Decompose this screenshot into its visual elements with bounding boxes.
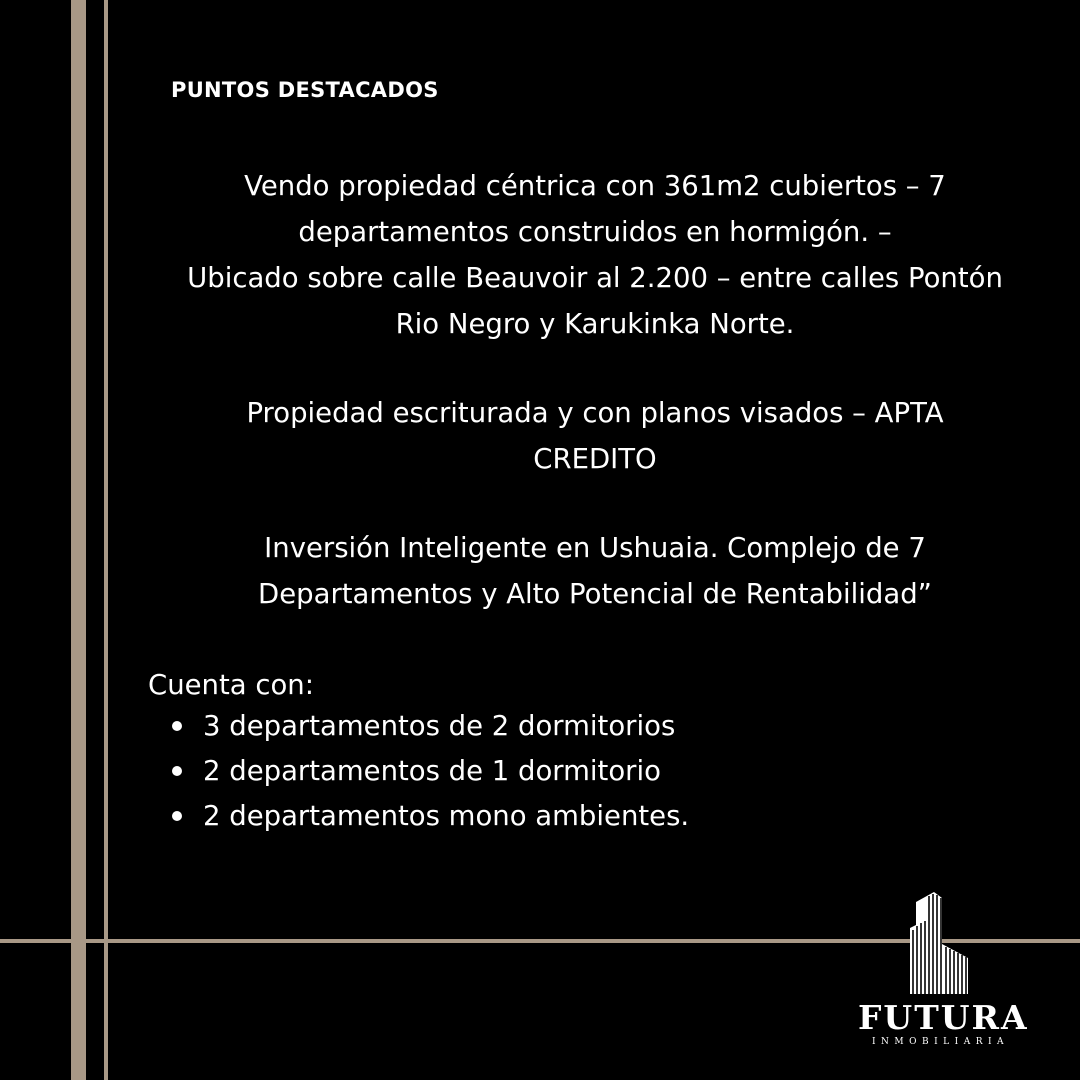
feature-text: 2 departamentos de 1 dormitorio [203,755,661,787]
legal-paragraph [140,390,1050,482]
feature-item [170,704,689,749]
brand-name: FUTURA [858,998,1029,1037]
description-line: Vendo propiedad céntrica con 361m2 cubiertos – 7 [244,170,946,202]
section-heading: PUNTOS DESTACADOS [171,78,439,102]
description-line: Ubicado sobre calle Beauvoir al 2.200 – entre calles Pontón [187,262,1003,294]
pitch-paragraph [140,525,1050,617]
decorative-vertical-bar-thick [71,0,86,1080]
legal-line: Propiedad escriturada y con planos visados – APTA [246,397,944,429]
brand-subtitle: INMOBILIARIA [871,1037,1010,1047]
brand-logo [858,888,1029,1058]
feature-text: 3 departamentos de 2 dormitorios [203,710,676,742]
decorative-vertical-bar-thin [104,0,108,1080]
legal-line: CREDITO [533,443,657,475]
features-intro: Cuenta con: [148,669,314,701]
pitch-line: Departamentos y Alto Potencial de Rentabilidad” [258,578,932,610]
feature-item [170,749,689,794]
feature-item [170,794,689,839]
bullet-icon [172,766,182,776]
description-paragraph [140,163,1050,347]
bullet-icon [172,811,182,821]
description-line: Rio Negro y Karukinka Norte. [395,308,795,340]
description-line: departamentos construidos en hormigón. – [298,216,892,248]
building-icon [908,888,974,996]
feature-text: 2 departamentos mono ambientes. [203,800,690,832]
features-list [170,704,689,839]
pitch-line: Inversión Inteligente en Ushuaia. Complejo de 7 [264,532,926,564]
bullet-icon [172,721,182,731]
